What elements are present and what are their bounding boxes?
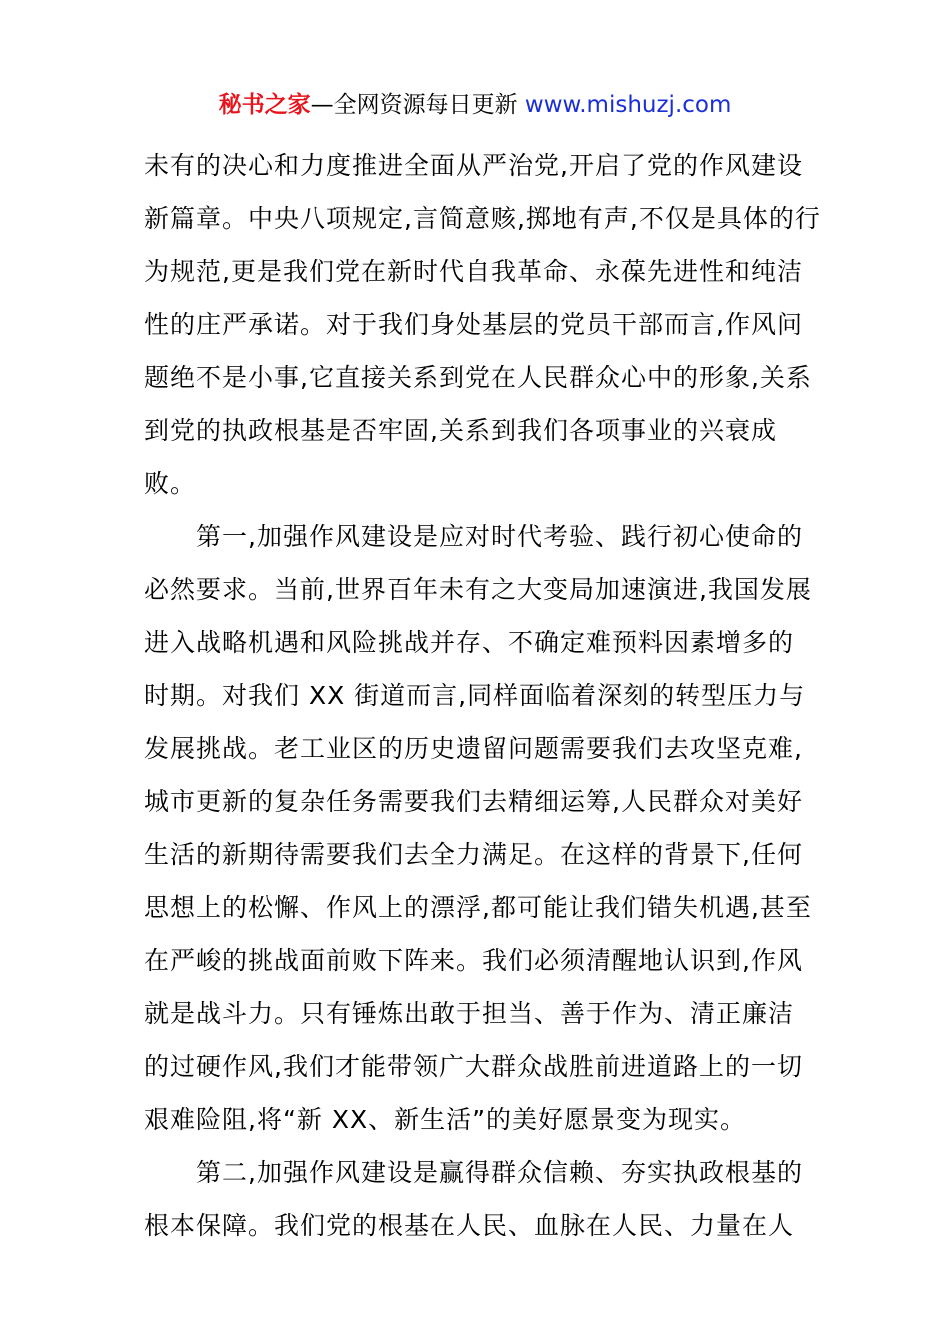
brand-name: 秘书之家 (218, 92, 311, 118)
text-line: 生活的新期待需要我们去全力满足。在这样的背景下,任何 (144, 840, 803, 869)
text-line: 为规范,更是我们党在新时代自我革命、永葆先进性和纯洁 (144, 257, 803, 286)
text-line: 的过硬作风,我们才能带领广大群众战胜前进道路上的一切 (144, 1052, 803, 1081)
text-line: 新篇章。中央八项规定,言简意赅,掷地有声,不仅是具体的行 (144, 204, 821, 233)
text-line: 必然要求。当前,世界百年未有之大变局加速演进,我国发展 (144, 575, 812, 604)
text-line: 城市更新的复杂任务需要我们去精细运筹,人民群众对美好 (144, 787, 803, 816)
text-line: 第一,加强作风建设是应对时代考验、践行初心使命的 (144, 522, 803, 551)
text-line: 在严峻的挑战面前败下阵来。我们必须清醒地认识到,作风 (144, 946, 803, 975)
text-line: 根本保障。我们党的根基在人民、血脉在人民、力量在人 (144, 1211, 795, 1240)
site-url-link[interactable]: www.mishuzj.com (524, 92, 732, 118)
header-tagline: —全网资源每日更新 (310, 92, 518, 118)
page-header (0, 89, 950, 121)
document-body (144, 145, 821, 1258)
text-line: 性的庄严承诺。对于我们身处基层的党员干部而言,作风问 (144, 310, 803, 339)
text-line: 题绝不是小事,它直接关系到党在人民群众心中的形象,关系 (144, 363, 812, 392)
text-line: 发展挑战。老工业区的历史遗留问题需要我们去攻坚克难, (144, 734, 803, 763)
text-line: 到党的执政根基是否牢固,关系到我们各项事业的兴衰成 (144, 416, 777, 445)
text-line: 思想上的松懈、作风上的漂浮,都可能让我们错失机遇,甚至 (144, 893, 812, 922)
text-line: 进入战略机遇和风险挑战并存、不确定难预料因素增多的 (144, 628, 795, 657)
text-line: 第二,加强作风建设是赢得群众信赖、夯实执政根基的 (144, 1158, 803, 1187)
text-line: 就是战斗力。只有锤炼出敢于担当、善于作为、清正廉洁 (144, 999, 795, 1028)
text-line: 艰难险阻,将“新 XX、新生活”的美好愿景变为现实。 (144, 1105, 747, 1134)
text-line: 败。 (144, 469, 197, 498)
text-line: 未有的决心和力度推进全面从严治党,开启了党的作风建设 (144, 151, 803, 180)
text-line: 时期。对我们 XX 街道而言,同样面临着深刻的转型压力与 (144, 681, 806, 710)
